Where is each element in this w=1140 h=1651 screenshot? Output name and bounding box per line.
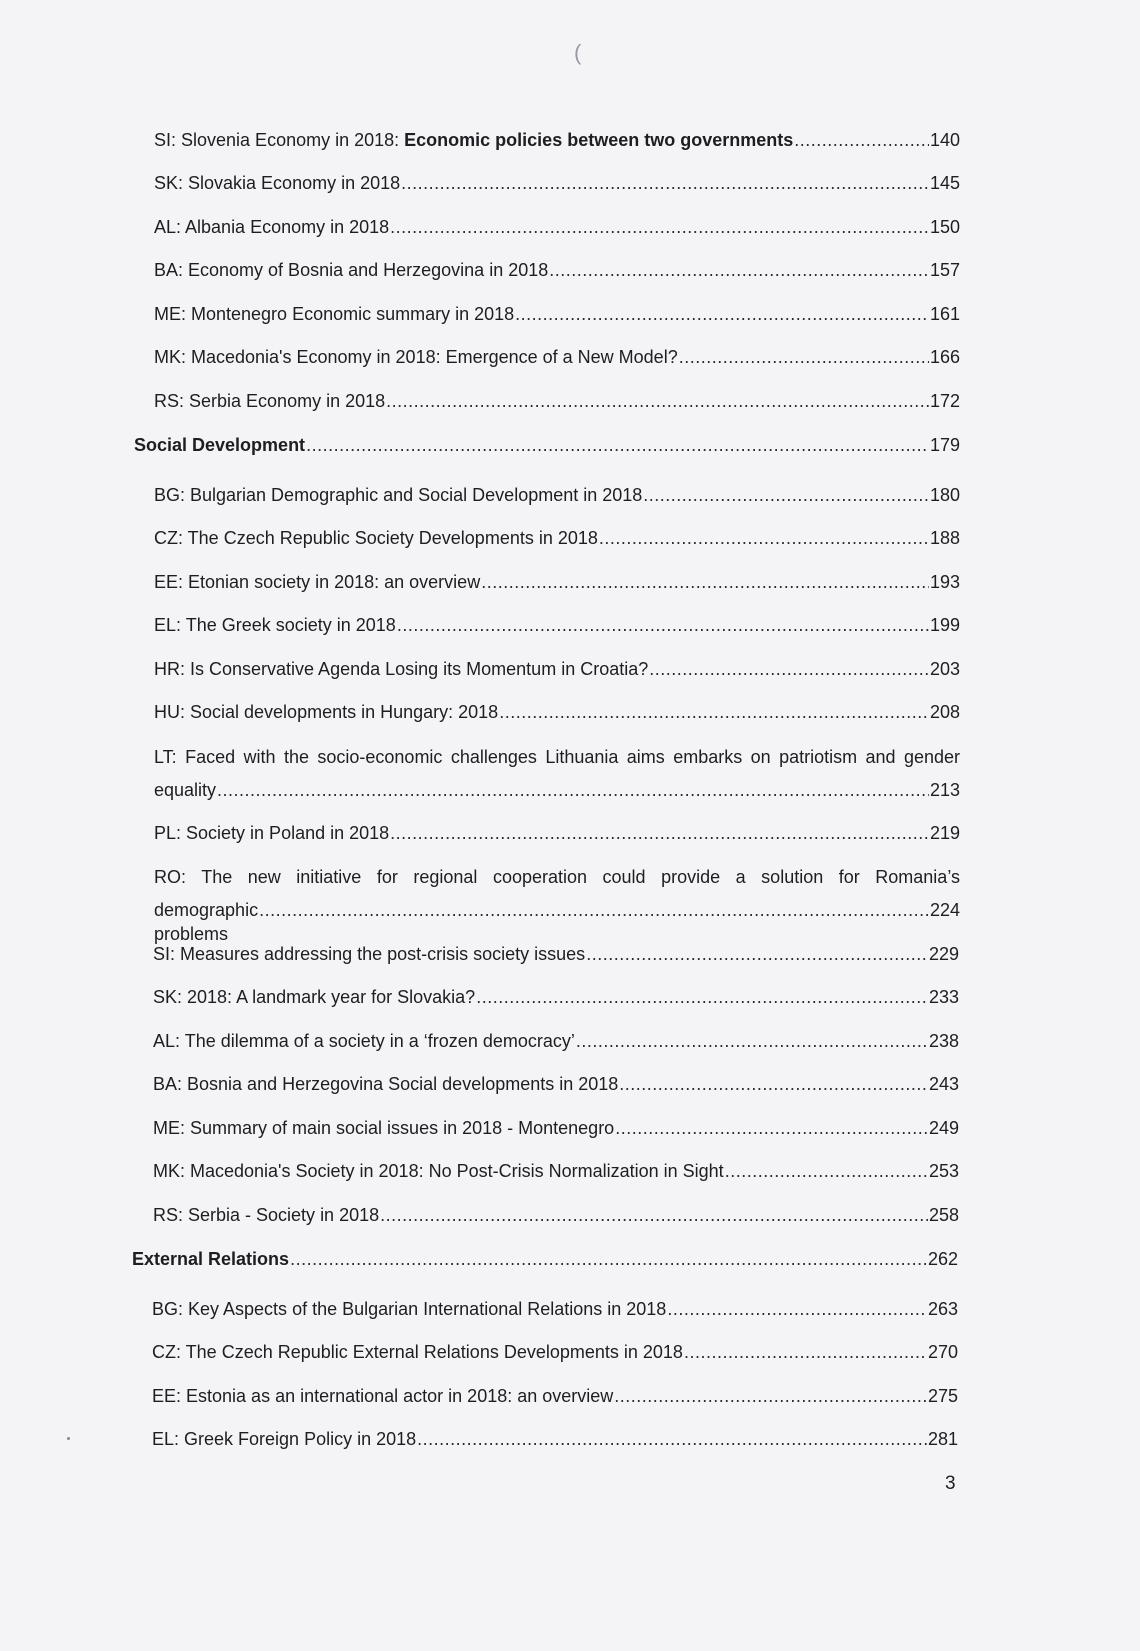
scan-speck bbox=[67, 1437, 70, 1440]
toc-entry-title: SI: Slovenia Economy in 2018: Economic policies between two governments bbox=[154, 130, 794, 150]
toc-entry-title: PL: Society in Poland in 2018 bbox=[154, 823, 390, 843]
toc-entry-title: SK: 2018: A landmark year for Slovakia? bbox=[153, 987, 476, 1007]
toc-entry bbox=[154, 215, 960, 239]
toc-entry bbox=[154, 821, 960, 845]
toc-entry bbox=[152, 1340, 958, 1364]
toc-entry bbox=[154, 570, 960, 594]
toc-section-entry bbox=[132, 1247, 958, 1271]
toc-leader-dots bbox=[643, 483, 929, 507]
toc-entry bbox=[154, 526, 960, 550]
toc-page-number: 224 bbox=[929, 900, 960, 920]
toc-entry bbox=[152, 1384, 958, 1408]
toc-page-number: 253 bbox=[928, 1161, 959, 1181]
toc-entry-title: EE: Estonia as an international actor in 2018: an overview bbox=[152, 1386, 614, 1406]
toc-entry-line2 bbox=[154, 898, 960, 946]
toc-page-number: 193 bbox=[929, 572, 960, 592]
toc-entry-title: AL: The dilemma of a society in a ‘frozen democracy’ bbox=[153, 1031, 575, 1051]
toc-page-number: 199 bbox=[929, 615, 960, 635]
toc-leader-dots bbox=[417, 1427, 927, 1451]
toc-leader-dots bbox=[476, 985, 928, 1009]
toc-leader-dots bbox=[217, 778, 929, 802]
toc-entry-title: HR: Is Conservative Agenda Losing its Momentum in Croatia? bbox=[154, 659, 649, 679]
toc-leader-dots bbox=[586, 942, 928, 966]
toc-entry bbox=[153, 1159, 959, 1183]
toc-page-number: 262 bbox=[927, 1249, 958, 1269]
toc-entry-title-line1: RO: The new initiative for regional cooperation could provide a solution for Romania’s bbox=[154, 867, 960, 887]
toc-leader-dots bbox=[549, 258, 929, 282]
toc-leader-dots bbox=[259, 898, 929, 922]
toc-entry-title-line2: equality bbox=[154, 780, 217, 800]
toc-page-number: 161 bbox=[929, 304, 960, 324]
toc-entry-title: BG: Bulgarian Demographic and Social Development in 2018 bbox=[154, 485, 643, 505]
toc-entry bbox=[153, 1116, 959, 1140]
toc-entry-line2 bbox=[154, 778, 960, 802]
toc-entry bbox=[153, 985, 959, 1009]
toc-entry bbox=[152, 1427, 958, 1451]
toc-entry-title: EL: The Greek society in 2018 bbox=[154, 615, 396, 635]
toc-page-number: 180 bbox=[929, 485, 960, 505]
toc-entry bbox=[154, 700, 960, 724]
toc-entry bbox=[153, 942, 959, 966]
toc-page-number: 275 bbox=[927, 1386, 958, 1406]
toc-leader-dots bbox=[386, 389, 929, 413]
toc-leader-dots bbox=[614, 1384, 927, 1408]
toc-entry bbox=[154, 171, 960, 195]
toc-entry-title: CZ: The Czech Republic Society Developments in 2018 bbox=[154, 528, 598, 548]
toc-leader-dots bbox=[615, 1116, 928, 1140]
toc-page-number: 188 bbox=[929, 528, 960, 548]
toc-entry bbox=[153, 1072, 959, 1096]
toc-leader-dots bbox=[397, 613, 929, 637]
toc-leader-dots bbox=[380, 1203, 928, 1227]
toc-page-number: 243 bbox=[928, 1074, 959, 1094]
toc-entry-title: RS: Serbia - Society in 2018 bbox=[153, 1205, 380, 1225]
toc-page-number: 157 bbox=[929, 260, 960, 280]
toc-entry bbox=[152, 1297, 958, 1321]
toc-leader-dots bbox=[684, 1340, 927, 1364]
toc-page-number: 258 bbox=[928, 1205, 959, 1225]
toc-page-number: 172 bbox=[929, 391, 960, 411]
toc-entry bbox=[154, 613, 960, 637]
toc-entry-title: SI: Measures addressing the post-crisis society issues bbox=[153, 944, 586, 964]
toc-page-number: 229 bbox=[928, 944, 959, 964]
toc-leader-dots bbox=[390, 821, 929, 845]
toc-section-title: Social Development bbox=[134, 435, 306, 455]
toc-leader-dots bbox=[667, 1297, 927, 1321]
toc-page-number: 233 bbox=[928, 987, 959, 1007]
toc-leader-dots bbox=[679, 345, 929, 369]
toc-page-number: 270 bbox=[927, 1342, 958, 1362]
page-number: 3 bbox=[945, 1473, 956, 1494]
toc-entry-title: BA: Economy of Bosnia and Herzegovina in 2018 bbox=[154, 260, 549, 280]
toc-entry-multiline bbox=[154, 745, 960, 802]
toc-leader-dots bbox=[401, 171, 929, 195]
toc-page-number: 249 bbox=[928, 1118, 959, 1138]
toc-page-number: 179 bbox=[929, 435, 960, 455]
toc-page-number: 203 bbox=[929, 659, 960, 679]
toc-entry-title: ME: Summary of main social issues in 2018 - Montenegro bbox=[153, 1118, 615, 1138]
toc-entry-title: CZ: The Czech Republic External Relations Developments in 2018 bbox=[152, 1342, 683, 1362]
toc-leader-dots bbox=[390, 215, 929, 239]
toc-section-entry bbox=[134, 433, 960, 457]
toc-leader-dots bbox=[649, 657, 929, 681]
toc-leader-dots bbox=[290, 1247, 927, 1271]
toc-page-number: 140 bbox=[929, 130, 960, 150]
toc-page-number: 219 bbox=[929, 823, 960, 843]
toc-entry-title: BG: Key Aspects of the Bulgarian International Relations in 2018 bbox=[152, 1299, 667, 1319]
toc-leader-dots bbox=[499, 700, 929, 724]
toc-leader-dots bbox=[599, 526, 929, 550]
toc-entry bbox=[154, 128, 960, 152]
toc-entry-title: SK: Slovakia Economy in 2018 bbox=[154, 173, 401, 193]
toc-page-number: 208 bbox=[929, 702, 960, 722]
toc-page-number: 281 bbox=[927, 1429, 958, 1449]
toc-leader-dots bbox=[481, 570, 929, 594]
toc-entry-title: AL: Albania Economy in 2018 bbox=[154, 217, 390, 237]
toc-entry-title: ME: Montenegro Economic summary in 2018 bbox=[154, 304, 515, 324]
toc-page-number: 166 bbox=[929, 347, 960, 367]
toc-page-number: 150 bbox=[929, 217, 960, 237]
toc-page-number: 263 bbox=[927, 1299, 958, 1319]
toc-leader-dots bbox=[515, 302, 929, 326]
toc-entry bbox=[154, 657, 960, 681]
toc-leader-dots bbox=[725, 1159, 928, 1183]
toc-entry-title: BA: Bosnia and Herzegovina Social developments in 2018 bbox=[153, 1074, 619, 1094]
toc-entry-title: HU: Social developments in Hungary: 2018 bbox=[154, 702, 499, 722]
toc-page-number: 145 bbox=[929, 173, 960, 193]
toc-leader-dots bbox=[306, 433, 929, 457]
header-mark: ( bbox=[574, 40, 582, 65]
toc-entry-title-line1: LT: Faced with the socio-economic challenges Lithuania aims embarks on patriotism and gender bbox=[154, 747, 960, 767]
toc-entry-multiline bbox=[154, 865, 960, 946]
toc-entry bbox=[154, 345, 960, 369]
toc-entry bbox=[154, 389, 960, 413]
toc-entry-title-line2: demographic problems bbox=[154, 900, 259, 944]
toc-entry bbox=[153, 1029, 959, 1053]
toc-entry-title: RS: Serbia Economy in 2018 bbox=[154, 391, 386, 411]
toc-entry bbox=[154, 302, 960, 326]
toc-entry-title: EL: Greek Foreign Policy in 2018 bbox=[152, 1429, 417, 1449]
toc-leader-dots bbox=[794, 128, 929, 152]
toc-entry-title: MK: Macedonia's Society in 2018: No Post-Crisis Normalization in Sight bbox=[153, 1161, 724, 1181]
toc-entry-title: MK: Macedonia's Economy in 2018: Emergence of a New Model? bbox=[154, 347, 678, 367]
toc-entry bbox=[154, 483, 960, 507]
toc-leader-dots bbox=[619, 1072, 928, 1096]
toc-entry bbox=[154, 258, 960, 282]
toc-entry-title: EE: Etonian society in 2018: an overview bbox=[154, 572, 481, 592]
toc-entry bbox=[153, 1203, 959, 1227]
toc-section-title: External Relations bbox=[132, 1249, 290, 1269]
toc-page-number: 213 bbox=[929, 780, 960, 800]
toc-leader-dots bbox=[576, 1029, 928, 1053]
toc-page-number: 238 bbox=[928, 1031, 959, 1051]
